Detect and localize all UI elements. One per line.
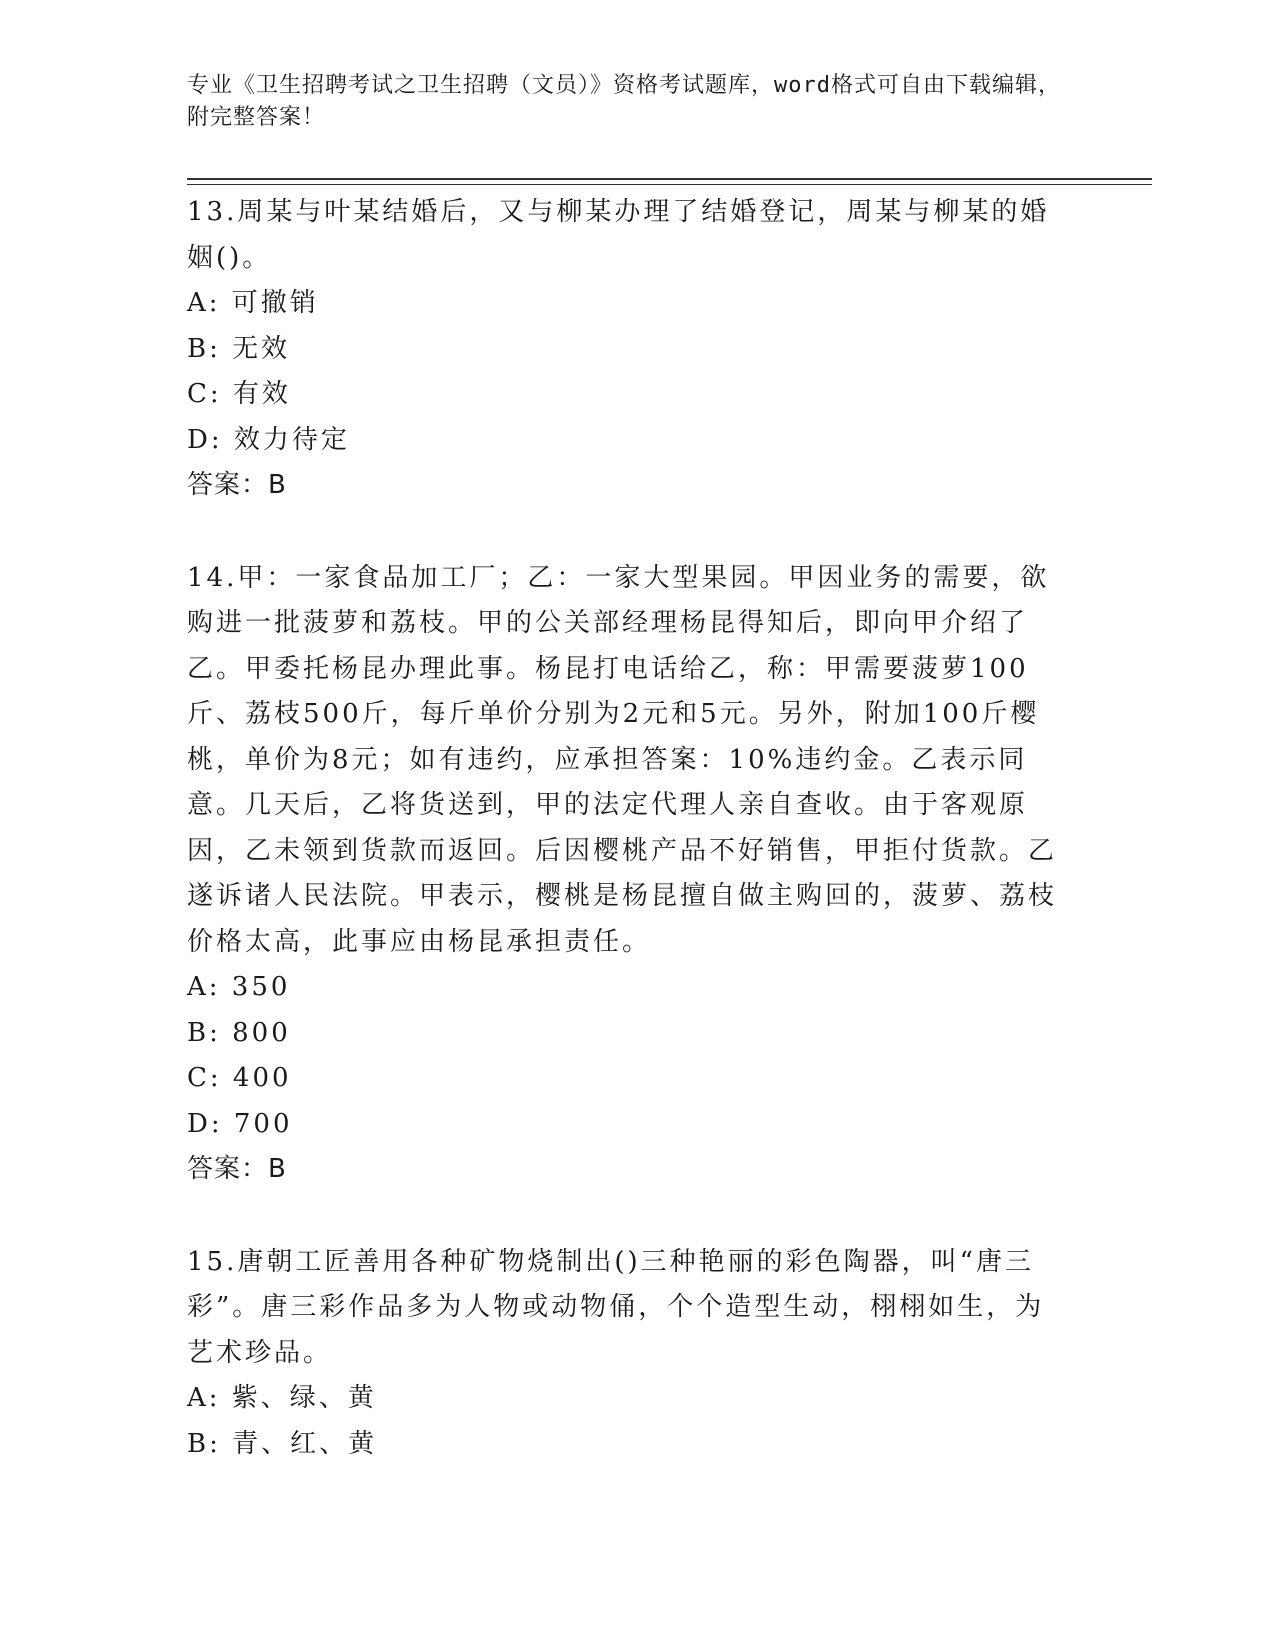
question-stem: 13.周某与叶某结婚后，又与柳某办理了结婚登记，周某与柳某的婚姻()。	[187, 197, 1050, 273]
question-stem: 14.甲：一家食品加工厂；乙：一家大型果园。甲因业务的需要，欲购进一批菠萝和荔枝。甲的公关部经理杨昆得知后，即向甲介绍了乙。甲委托杨昆办理此事。杨昆打电话给乙，称：甲需要菠萝100斤、荔枝500斤，每斤单价分别为2元和5元。另外，附加100斤樱桃，单价为8元；如有违约，应承担答案：10%违约金。乙表示同意。几天后，乙将货送到，甲的法定代理人亲自查收。由于客观原因，乙未领到货款而返回。后因樱桃产品不好销售，甲拒付货款。乙遂诉诸人民法院。甲表示，樱桃是杨昆擅自做主购回的，菠萝、荔枝价格太高，此事应由杨昆承担责任。	[187, 562, 1058, 957]
option-b: B: 无效	[187, 333, 291, 364]
header-text: 专业《卫生招聘考试之卫生招聘（文员）》资格考试题库，word格式可自由下载编辑，附完整答案！	[187, 73, 1061, 130]
option-b: B: 青、红、黄	[187, 1428, 378, 1459]
answer: 答案：B	[187, 1154, 287, 1184]
document-header	[187, 70, 1087, 134]
option-a: A: 可撤销	[187, 288, 319, 318]
option-d: D: 700	[187, 1108, 293, 1139]
answer: 答案：B	[187, 470, 287, 500]
question-stem: 15.唐朝工匠善用各种矿物烧制出()三种艳丽的彩色陶器，叫“唐三彩”。唐三彩作品多为人物或动物俑，个个造型生动，栩栩如生，为艺术珍品。	[187, 1246, 1045, 1368]
question-list	[187, 190, 1067, 1467]
option-c: C: 有效	[187, 379, 291, 409]
question-14	[187, 556, 1067, 1193]
question-13	[187, 190, 1067, 509]
header-divider	[187, 178, 1152, 185]
option-a: A: 350	[187, 972, 291, 1002]
option-c: C: 400	[187, 1063, 292, 1093]
question-15	[187, 1240, 1067, 1468]
option-b: B: 800	[187, 1017, 291, 1048]
option-a: A: 紫、绿、黄	[187, 1383, 377, 1413]
option-d: D: 效力待定	[187, 424, 350, 455]
